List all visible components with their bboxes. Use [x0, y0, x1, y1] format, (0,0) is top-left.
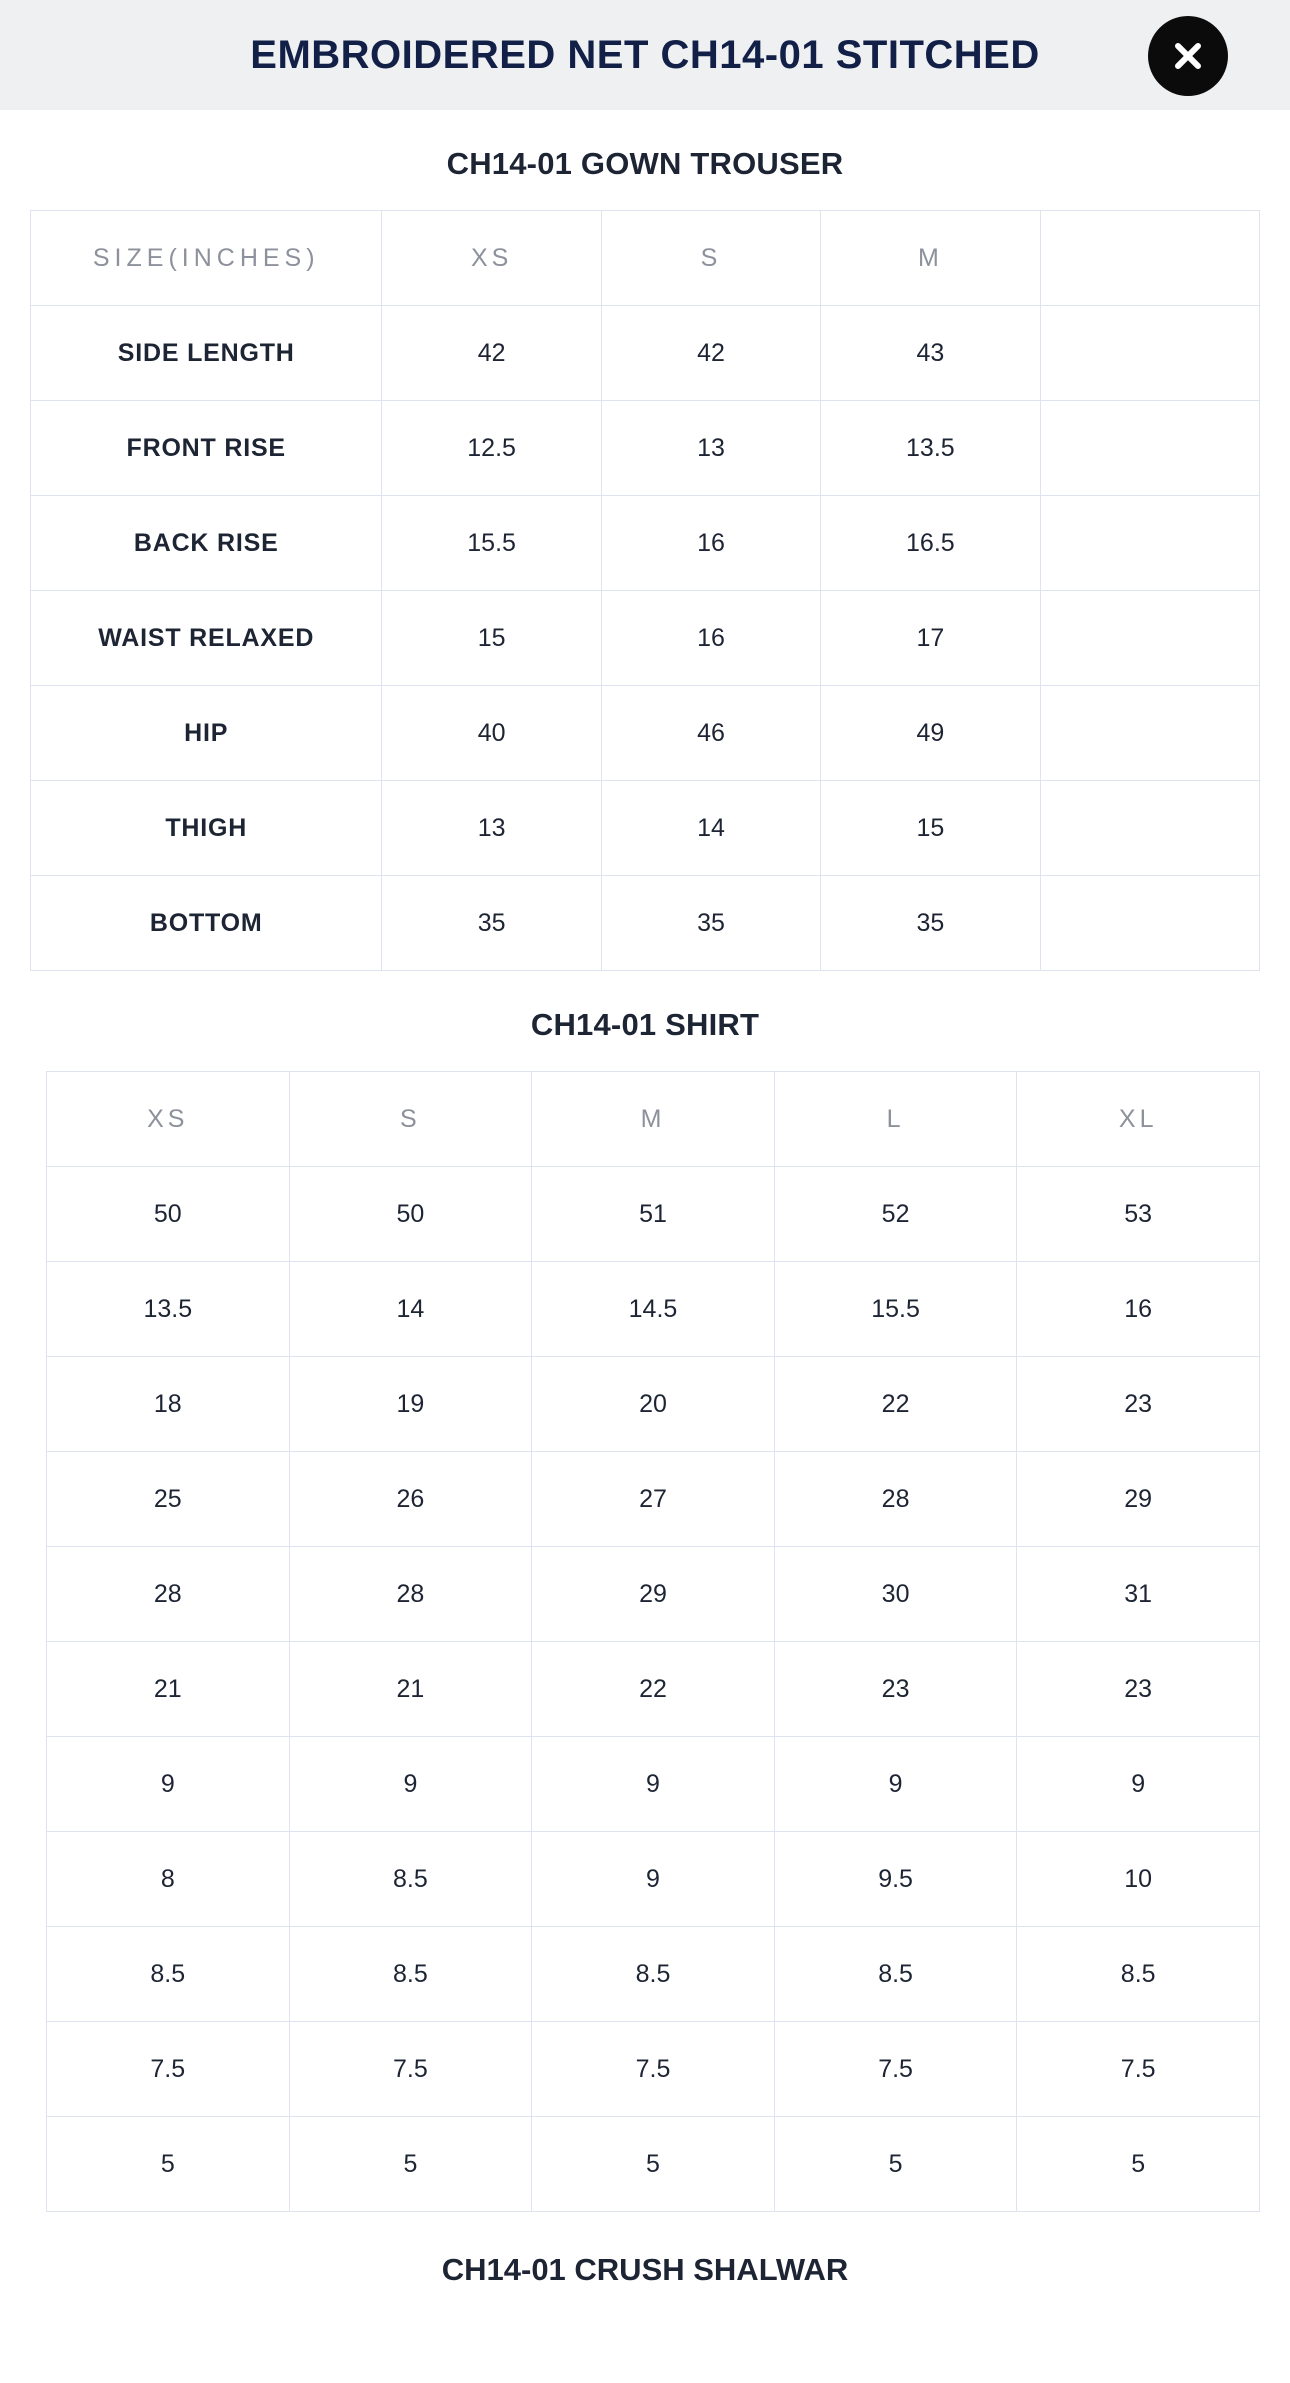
cell: 35: [821, 876, 1040, 971]
cell: 14.5: [532, 1262, 775, 1357]
cell: 42: [601, 306, 820, 401]
table-row: [47, 1547, 1260, 1642]
row-label: HIP: [31, 686, 382, 781]
table-header-row: [47, 1072, 1260, 1167]
trouser-size-table: [30, 210, 1260, 971]
cell: 8.5: [289, 1927, 532, 2022]
section-title-shirt: CH14-01 SHIRT: [530, 1007, 760, 1042]
table-row: [47, 1927, 1260, 2022]
cell: 21: [289, 1642, 532, 1737]
cell: 13: [382, 781, 601, 876]
row-label: BACK RISE: [31, 496, 382, 591]
cell: [1040, 401, 1259, 496]
cell: [1040, 591, 1259, 686]
cell: 8.5: [774, 1927, 1017, 2022]
row-label: BOTTOM: [31, 876, 382, 971]
column-header-m: M: [532, 1072, 775, 1167]
cell: 31: [1017, 1547, 1260, 1642]
row-label: SIDE LENGTH: [31, 306, 382, 401]
cell: 40: [382, 686, 601, 781]
cell: 42: [382, 306, 601, 401]
table-row: [47, 1832, 1260, 1927]
column-header-s: S: [601, 211, 820, 306]
modal-header: [0, 0, 1290, 110]
table-header-row: [31, 211, 1260, 306]
cell: 9: [1017, 1737, 1260, 1832]
cell: 13.5: [47, 1262, 290, 1357]
column-header-s: S: [289, 1072, 532, 1167]
column-header-xs: XS: [47, 1072, 290, 1167]
cell: 8.5: [289, 1832, 532, 1927]
cell: 23: [774, 1642, 1017, 1737]
cell: 22: [532, 1642, 775, 1737]
cell: 35: [601, 876, 820, 971]
table-row: [47, 1357, 1260, 1452]
cell: 30: [774, 1547, 1017, 1642]
shirt-size-table: [46, 1071, 1260, 2212]
cell: 5: [1017, 2117, 1260, 2212]
cell: 8.5: [1017, 1927, 1260, 2022]
column-header-xs: XS: [382, 211, 601, 306]
cell: 5: [289, 2117, 532, 2212]
cell: 46: [601, 686, 820, 781]
cell: 25: [47, 1452, 290, 1547]
section-title-trouser: CH14-01 GOWN TROUSER: [446, 146, 844, 181]
cell: 9.5: [774, 1832, 1017, 1927]
table-row: [31, 876, 1260, 971]
cell: 53: [1017, 1167, 1260, 1262]
table-row: [47, 2022, 1260, 2117]
cell: 15: [382, 591, 601, 686]
table-row: [47, 1642, 1260, 1737]
row-label: THIGH: [31, 781, 382, 876]
cell: 7.5: [47, 2022, 290, 2117]
cell: [1040, 306, 1259, 401]
cell: 15.5: [774, 1262, 1017, 1357]
column-header-m: M: [821, 211, 1040, 306]
cell: [1040, 686, 1259, 781]
cell: 12.5: [382, 401, 601, 496]
table-row: [47, 1452, 1260, 1547]
table-row: [47, 2117, 1260, 2212]
cell: 16: [1017, 1262, 1260, 1357]
table-row: [31, 401, 1260, 496]
cell: 29: [532, 1547, 775, 1642]
section-title-crush-shalwar: CH14-01 CRUSH SHALWAR: [441, 2252, 849, 2287]
close-icon: [1168, 36, 1208, 76]
cell: 23: [1017, 1642, 1260, 1737]
cell: 52: [774, 1167, 1017, 1262]
cell: [1040, 496, 1259, 591]
cell: 27: [532, 1452, 775, 1547]
cell: 9: [289, 1737, 532, 1832]
cell: 16: [601, 496, 820, 591]
column-header-next: [1040, 211, 1259, 306]
cell: 5: [774, 2117, 1017, 2212]
cell: 7.5: [289, 2022, 532, 2117]
table-row: [47, 1262, 1260, 1357]
cell: 14: [289, 1262, 532, 1357]
cell: 9: [774, 1737, 1017, 1832]
cell: 7.5: [774, 2022, 1017, 2117]
table-row: [31, 686, 1260, 781]
cell: 16.5: [821, 496, 1040, 591]
cell: 7.5: [1017, 2022, 1260, 2117]
cell: 20: [532, 1357, 775, 1452]
cell: 49: [821, 686, 1040, 781]
table-row: [31, 496, 1260, 591]
cell: 19: [289, 1357, 532, 1452]
cell: 16: [601, 591, 820, 686]
cell: 26: [289, 1452, 532, 1547]
table-row: [31, 591, 1260, 686]
cell: 29: [1017, 1452, 1260, 1547]
row-label: FRONT RISE: [31, 401, 382, 496]
cell: 5: [532, 2117, 775, 2212]
cell: 28: [289, 1547, 532, 1642]
cell: 8.5: [532, 1927, 775, 2022]
cell: 13: [601, 401, 820, 496]
column-header-size: SIZE(INCHES): [31, 211, 382, 306]
cell: 14: [601, 781, 820, 876]
cell: 9: [532, 1832, 775, 1927]
cell: [1040, 876, 1259, 971]
cell: 7.5: [532, 2022, 775, 2117]
close-button[interactable]: [1148, 16, 1228, 96]
cell: 28: [774, 1452, 1017, 1547]
row-label: WAIST RELAXED: [31, 591, 382, 686]
cell: 22: [774, 1357, 1017, 1452]
cell: 28: [47, 1547, 290, 1642]
cell: 23: [1017, 1357, 1260, 1452]
cell: 8: [47, 1832, 290, 1927]
cell: [1040, 781, 1259, 876]
cell: 9: [47, 1737, 290, 1832]
column-header-xl: XL: [1017, 1072, 1260, 1167]
table-row: [31, 781, 1260, 876]
cell: 50: [47, 1167, 290, 1262]
table-row: [47, 1167, 1260, 1262]
cell: 8.5: [47, 1927, 290, 2022]
cell: 17: [821, 591, 1040, 686]
shirt-table-wrap: [0, 1071, 1290, 2212]
cell: 15.5: [382, 496, 601, 591]
cell: 9: [532, 1737, 775, 1832]
cell: 50: [289, 1167, 532, 1262]
cell: 13.5: [821, 401, 1040, 496]
cell: 18: [47, 1357, 290, 1452]
trouser-table-wrap: [0, 210, 1290, 971]
page-title: EMBROIDERED NET CH14-01 STITCHED: [250, 32, 1040, 77]
cell: 35: [382, 876, 601, 971]
size-chart-content: [0, 146, 1290, 2288]
cell: 5: [47, 2117, 290, 2212]
cell: 43: [821, 306, 1040, 401]
table-row: [47, 1737, 1260, 1832]
cell: 51: [532, 1167, 775, 1262]
cell: 10: [1017, 1832, 1260, 1927]
cell: 21: [47, 1642, 290, 1737]
column-header-l: L: [774, 1072, 1017, 1167]
table-row: [31, 306, 1260, 401]
cell: 15: [821, 781, 1040, 876]
